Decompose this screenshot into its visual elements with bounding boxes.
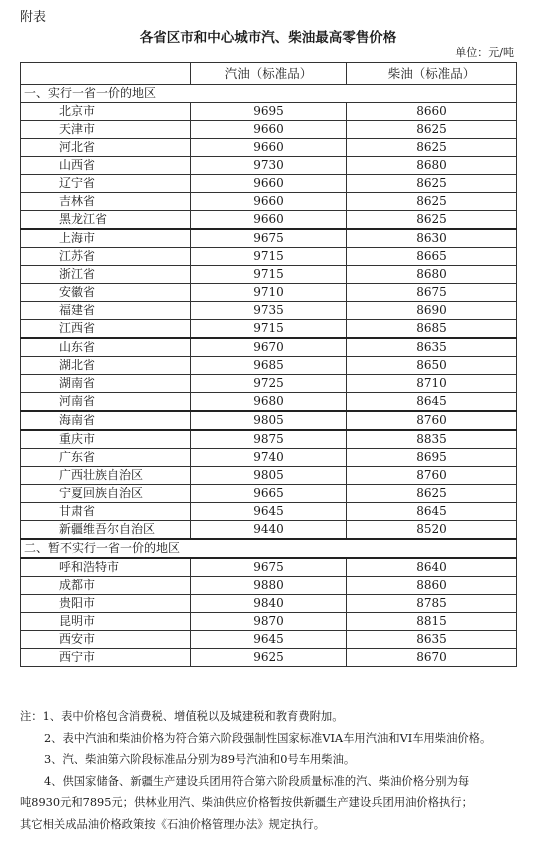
gasoline-price: 9695 — [191, 103, 347, 121]
table-row — [21, 449, 517, 467]
diesel-price: 8630 — [347, 229, 517, 248]
table-row — [21, 139, 517, 157]
region-name: 天津市 — [21, 121, 191, 139]
section-row-2 — [21, 539, 517, 558]
region-name: 福建省 — [21, 302, 191, 320]
gasoline-price: 9735 — [191, 302, 347, 320]
gasoline-price: 9805 — [191, 411, 347, 430]
gasoline-price: 9730 — [191, 157, 347, 175]
region-name: 湖北省 — [21, 357, 191, 375]
table-row — [21, 375, 517, 393]
region-name: 黑龙江省 — [21, 211, 191, 230]
diesel-price: 8635 — [347, 631, 517, 649]
note-1: 注：1、表中价格包含消费税、增值税以及城建税和教育费附加。 — [20, 710, 344, 723]
diesel-price: 8685 — [347, 320, 517, 339]
gasoline-price: 9660 — [191, 193, 347, 211]
table-row — [21, 595, 517, 613]
region-name: 宁夏回族自治区 — [21, 485, 191, 503]
gasoline-price: 9685 — [191, 357, 347, 375]
note-2: 2、表中汽油和柴油价格为符合第六阶段强制性国家标准VIA车用汽油和VI车用柴油价格。 — [44, 731, 492, 745]
table-row — [21, 503, 517, 521]
notes — [20, 706, 520, 835]
header-region — [21, 63, 191, 85]
table-row — [21, 393, 517, 412]
table-row — [21, 411, 517, 430]
gasoline-price: 9645 — [191, 631, 347, 649]
gasoline-price: 9675 — [191, 229, 347, 248]
region-name: 成都市 — [21, 577, 191, 595]
diesel-price: 8625 — [347, 211, 517, 230]
gasoline-price: 9660 — [191, 175, 347, 193]
diesel-price: 8690 — [347, 302, 517, 320]
diesel-price: 8665 — [347, 248, 517, 266]
gasoline-price: 9710 — [191, 284, 347, 302]
price-table — [20, 62, 517, 667]
table-row — [21, 103, 517, 121]
diesel-price: 8710 — [347, 375, 517, 393]
note-4-cont: 吨8930元和7895元；供林业用汽、柴油供应价格暂按供新疆生产建设兵团用油价格执行； — [20, 796, 473, 809]
gasoline-price: 9675 — [191, 558, 347, 577]
table-row — [21, 613, 517, 631]
region-name: 广西壮族自治区 — [21, 467, 191, 485]
table-row — [21, 121, 517, 139]
diesel-price: 8650 — [347, 357, 517, 375]
region-name: 吉林省 — [21, 193, 191, 211]
table-row — [21, 284, 517, 302]
section-title-2: 二、暂不实行一省一价的地区 — [21, 539, 517, 558]
diesel-price: 8520 — [347, 521, 517, 540]
gasoline-price: 9840 — [191, 595, 347, 613]
region-name: 河北省 — [21, 139, 191, 157]
region-name: 海南省 — [21, 411, 191, 430]
region-name: 安徽省 — [21, 284, 191, 302]
table-row — [21, 320, 517, 339]
region-name: 重庆市 — [21, 430, 191, 449]
region-name: 上海市 — [21, 229, 191, 248]
table-row — [21, 521, 517, 540]
table-row — [21, 338, 517, 357]
region-name: 山西省 — [21, 157, 191, 175]
region-name: 昆明市 — [21, 613, 191, 631]
region-name: 辽宁省 — [21, 175, 191, 193]
table-row — [21, 577, 517, 595]
table-row — [21, 467, 517, 485]
region-name: 新疆维吾尔自治区 — [21, 521, 191, 540]
diesel-price: 8680 — [347, 266, 517, 284]
region-name: 浙江省 — [21, 266, 191, 284]
table-row — [21, 266, 517, 284]
diesel-price: 8660 — [347, 103, 517, 121]
diesel-price: 8760 — [347, 467, 517, 485]
diesel-price: 8695 — [347, 449, 517, 467]
gasoline-price: 9680 — [191, 393, 347, 412]
note-4-cont2: 其它相关成品油价格政策按《石油价格管理办法》规定执行。 — [20, 817, 326, 831]
page-title: 各省区市和中心城市汽、柴油最高零售价格 — [139, 30, 397, 46]
gasoline-price: 9715 — [191, 266, 347, 284]
diesel-price: 8675 — [347, 284, 517, 302]
region-name: 山东省 — [21, 338, 191, 357]
diesel-price: 8815 — [347, 613, 517, 631]
region-name: 湖南省 — [21, 375, 191, 393]
gasoline-price: 9665 — [191, 485, 347, 503]
gasoline-price: 9440 — [191, 521, 347, 540]
diesel-price: 8860 — [347, 577, 517, 595]
table-row — [21, 211, 517, 230]
note-3: 3、汽、柴油第六阶段标准品分别为89号汽油和0号车用柴油。 — [44, 753, 356, 766]
table-row — [21, 248, 517, 266]
region-name: 贵阳市 — [21, 595, 191, 613]
diesel-price: 8625 — [347, 193, 517, 211]
diesel-price: 8640 — [347, 558, 517, 577]
table-row — [21, 485, 517, 503]
note-4: 4、供国家储备、新疆生产建设兵团用符合第六阶段质量标准的汽、柴油价格分别为每 — [44, 774, 470, 788]
diesel-price: 8625 — [347, 121, 517, 139]
region-name: 江西省 — [21, 320, 191, 339]
header-gasoline: 汽油（标准品） — [191, 63, 347, 85]
section-title-1: 一、实行一省一价的地区 — [21, 85, 517, 103]
region-name: 广东省 — [21, 449, 191, 467]
table-row — [21, 649, 517, 667]
table-row — [21, 302, 517, 320]
diesel-price: 8760 — [347, 411, 517, 430]
diesel-price: 8680 — [347, 157, 517, 175]
table-header-row — [21, 63, 517, 85]
table-row — [21, 558, 517, 577]
diesel-price: 8645 — [347, 503, 517, 521]
gasoline-price: 9660 — [191, 139, 347, 157]
price-table-body — [21, 63, 517, 667]
table-row — [21, 357, 517, 375]
table-row — [21, 193, 517, 211]
gasoline-price: 9880 — [191, 577, 347, 595]
unit-label: 单位：元/吨 — [455, 46, 514, 59]
region-name: 西宁市 — [21, 649, 191, 667]
gasoline-price: 9740 — [191, 449, 347, 467]
region-name: 北京市 — [21, 103, 191, 121]
region-name: 呼和浩特市 — [21, 558, 191, 577]
gasoline-price: 9870 — [191, 613, 347, 631]
gasoline-price: 9660 — [191, 121, 347, 139]
diesel-price: 8835 — [347, 430, 517, 449]
table-row — [21, 229, 517, 248]
attachment-label: 附表 — [20, 10, 47, 25]
diesel-price: 8635 — [347, 338, 517, 357]
gasoline-price: 9805 — [191, 467, 347, 485]
section-row-1 — [21, 85, 517, 103]
gasoline-price: 9715 — [191, 248, 347, 266]
table-row — [21, 175, 517, 193]
gasoline-price: 9670 — [191, 338, 347, 357]
diesel-price: 8670 — [347, 649, 517, 667]
region-name: 江苏省 — [21, 248, 191, 266]
region-name: 西安市 — [21, 631, 191, 649]
region-name: 甘肃省 — [21, 503, 191, 521]
gasoline-price: 9725 — [191, 375, 347, 393]
diesel-price: 8785 — [347, 595, 517, 613]
gasoline-price: 9715 — [191, 320, 347, 339]
table-row — [21, 631, 517, 649]
table-row — [21, 430, 517, 449]
header-diesel: 柴油（标准品） — [347, 63, 517, 85]
diesel-price: 8625 — [347, 139, 517, 157]
diesel-price: 8625 — [347, 175, 517, 193]
diesel-price: 8625 — [347, 485, 517, 503]
gasoline-price: 9660 — [191, 211, 347, 230]
gasoline-price: 9645 — [191, 503, 347, 521]
gasoline-price: 9625 — [191, 649, 347, 667]
table-row — [21, 157, 517, 175]
gasoline-price: 9875 — [191, 430, 347, 449]
diesel-price: 8645 — [347, 393, 517, 412]
region-name: 河南省 — [21, 393, 191, 412]
